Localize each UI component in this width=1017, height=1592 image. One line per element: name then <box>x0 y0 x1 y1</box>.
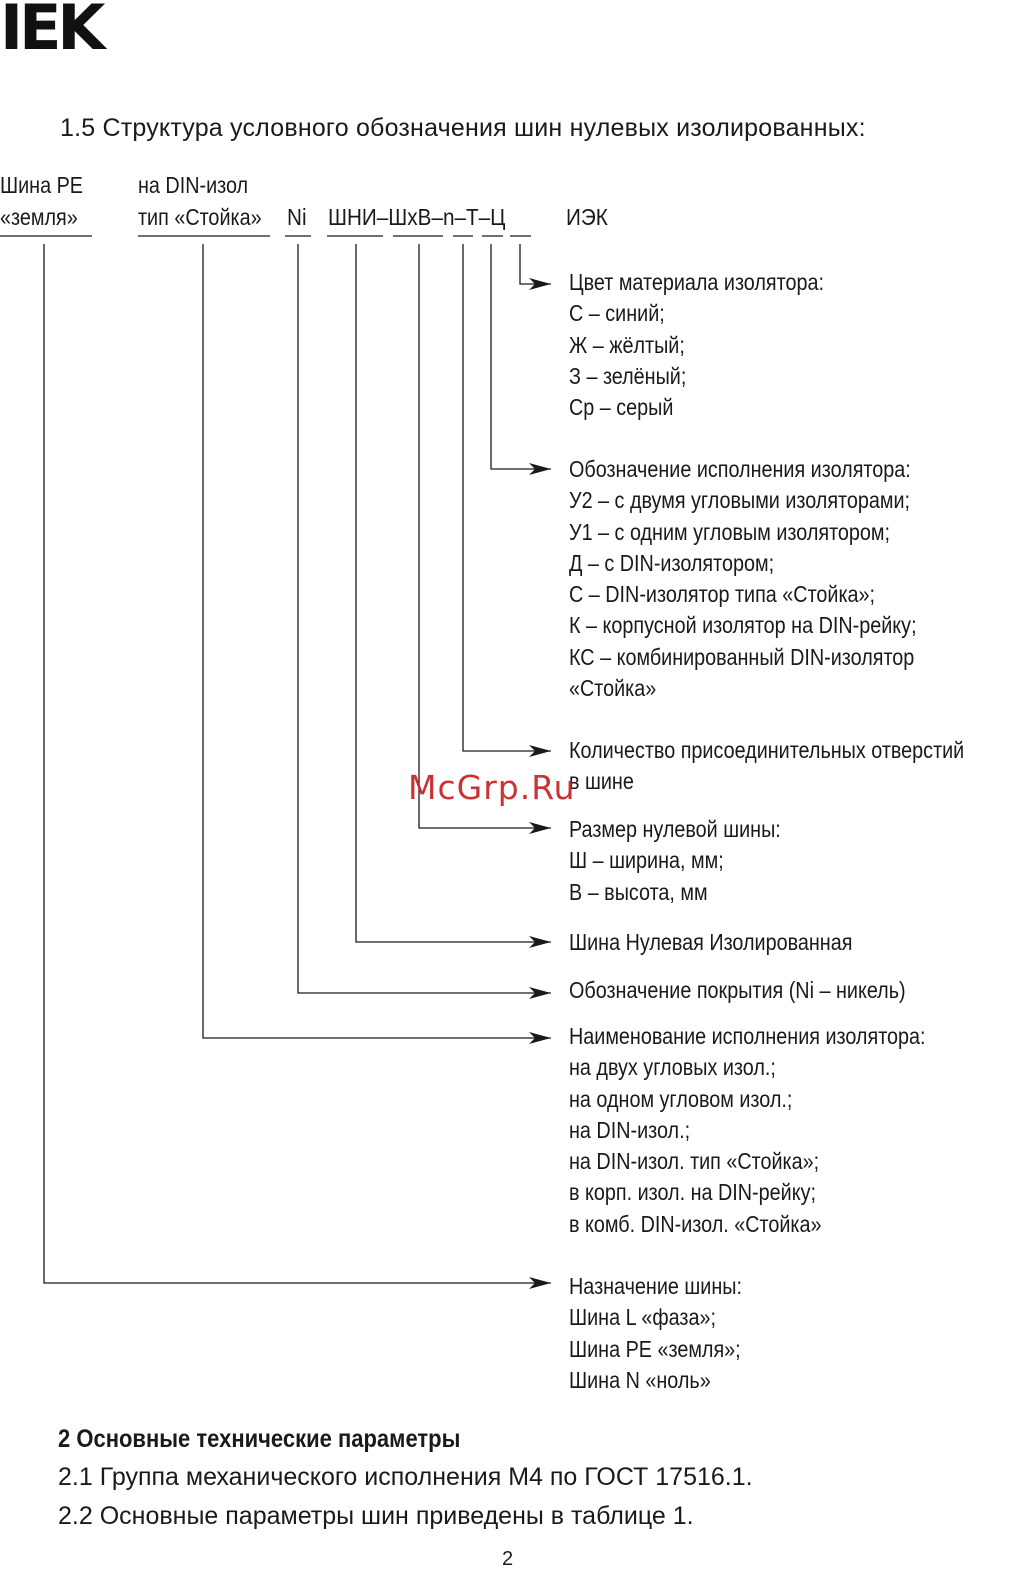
block-holes-line: в шине <box>569 768 634 795</box>
block-insulator-name-line: в корп. изол. на DIN-рейку; <box>569 1179 816 1206</box>
block-insulator-name-line: на DIN-изол. тип «Стойка»; <box>569 1148 820 1175</box>
block-insulator-type-line: К – корпусной изолятор на DIN-рейку; <box>569 612 917 639</box>
block-insulator-type <box>569 454 917 704</box>
block-color-line: З – зелёный; <box>569 362 687 389</box>
code-ni: Ni <box>287 204 307 230</box>
code-col2-line2: тип «Стойка» <box>138 204 262 230</box>
block-coating-line: Обозначение покрытия (Ni – никель) <box>569 977 906 1003</box>
block-insulator-name-line: на одном угловом изол.; <box>569 1085 793 1112</box>
code-col2-line1: на DIN-изол <box>138 172 249 198</box>
leader-color <box>520 244 551 284</box>
block-purpose-line: Шина N «ноль» <box>569 1366 711 1393</box>
page-number: 2 <box>502 1548 514 1570</box>
block-size-line: Размер нулевой шины: <box>569 816 781 842</box>
block-insulator-type-line: У2 – с двумя угловыми изоляторами; <box>569 487 911 514</box>
block-purpose-line: Назначение шины: <box>569 1273 742 1299</box>
block-purpose-line: Шина PE «земля»; <box>569 1335 741 1362</box>
block-holes <box>569 735 964 798</box>
block-insulator-type-line: Обозначение исполнения изолятора: <box>569 456 911 482</box>
block-color-line: Ж – жёлтый; <box>569 331 685 358</box>
leader-holes <box>463 244 551 751</box>
block-color-line: Ср – серый <box>569 394 674 421</box>
block-color-line: С – синий; <box>569 300 665 327</box>
block-size <box>569 814 781 908</box>
block-insulator-name-line: на двух угловых изол.; <box>569 1054 776 1081</box>
block-purpose <box>569 1271 742 1396</box>
block-insulator-type-line: Д – с DIN-изолятором; <box>569 549 775 576</box>
block-insulator-name-line: Наименование исполнения изолятора: <box>569 1023 926 1049</box>
section-2-2: 2.2 Основные параметры шин приведены в таблице 1. <box>58 1502 694 1530</box>
section-2-1: 2.1 Группа механического исполнения М4 по ГОСТ 17516.1. <box>58 1463 753 1491</box>
block-insulator-type-line: С – DIN-изолятор типа «Стойка»; <box>569 581 876 608</box>
block-purpose-line: Шина L «фаза»; <box>569 1304 716 1331</box>
block-shni <box>569 927 852 958</box>
section-2-heading: 2 Основные технические параметры <box>58 1425 461 1453</box>
code-shni: ШНИ–ШхВ–n–Т–Ц <box>328 204 506 230</box>
iek-logo: IEK <box>0 0 102 64</box>
leader-insulator-type <box>491 244 551 469</box>
block-insulator-type-line: «Стойка» <box>569 675 657 702</box>
leader-size <box>419 244 551 828</box>
block-insulator-type-line: КС – комбинированный DIN-изолятор <box>569 643 915 670</box>
leader-shni <box>356 244 551 942</box>
block-holes-line: Количество присоединительных отверстий <box>569 737 965 763</box>
code-col1-line1: Шина PE <box>0 172 83 198</box>
block-insulator-name-line: в комб. DIN-изол. «Стойка» <box>569 1210 822 1237</box>
block-shni-line: Шина Нулевая Изолированная <box>569 929 853 955</box>
block-insulator-type-line: У1 – с одним угловым изолятором; <box>569 518 891 545</box>
leader-insulator-name <box>203 244 551 1038</box>
watermark: McGrp.Ru <box>408 768 576 807</box>
code-col1-line2: «земля» <box>0 204 78 230</box>
block-size-line: В – высота, мм <box>569 878 708 905</box>
leader-coating <box>298 244 551 993</box>
block-size-line: Ш – ширина, мм; <box>569 847 724 874</box>
block-coating <box>569 975 906 1006</box>
block-color <box>569 267 824 423</box>
code-iek: ИЭК <box>566 204 608 230</box>
block-insulator-name <box>569 1021 926 1240</box>
block-insulator-name-line: на DIN-изол.; <box>569 1116 691 1143</box>
block-color-line: Цвет материала изолятора: <box>569 269 824 295</box>
section-1-5-heading: 1.5 Структура условного обозначения шин нулевых изолированных: <box>60 114 866 142</box>
